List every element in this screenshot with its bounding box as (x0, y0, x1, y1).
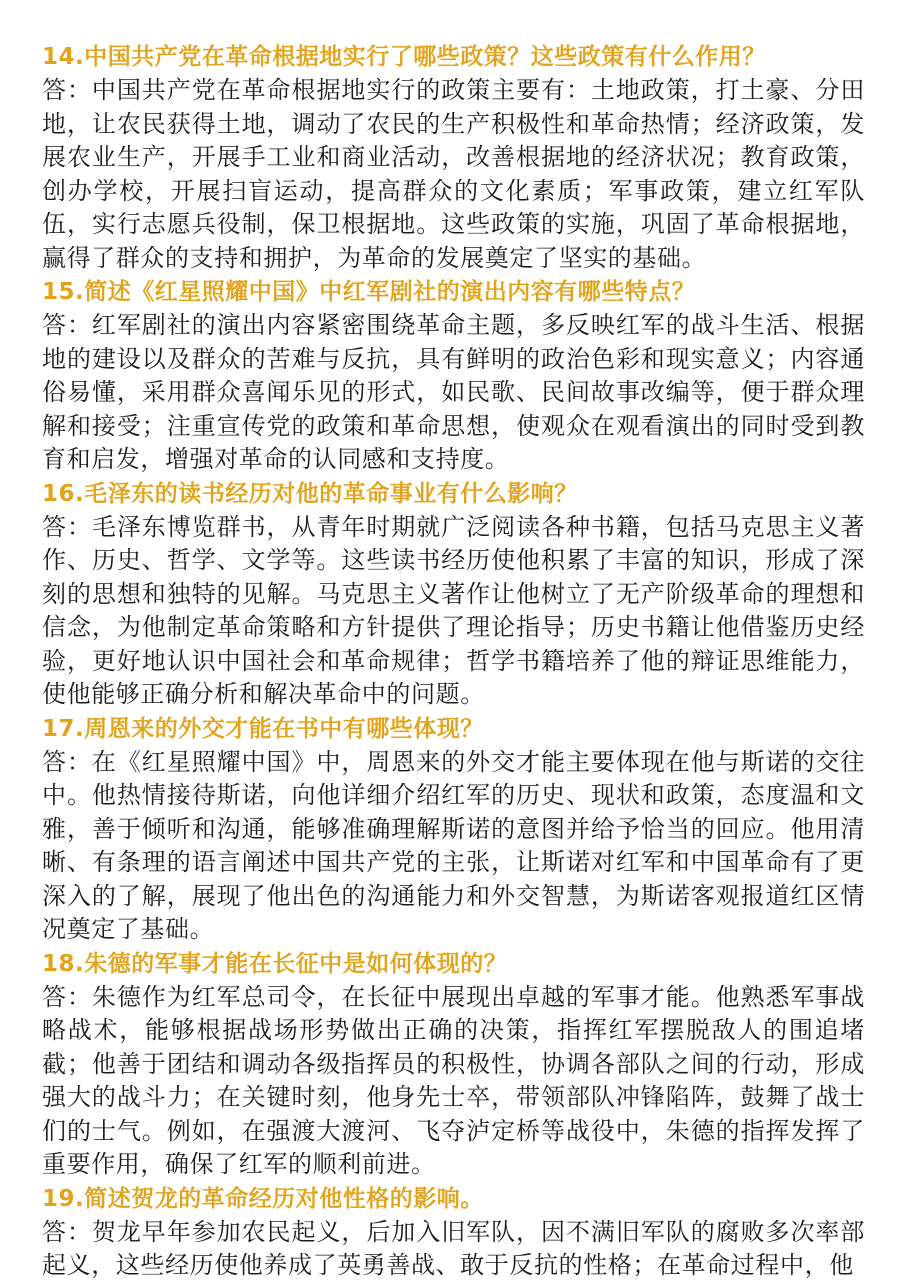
qa-item-19 (42, 1182, 865, 1283)
question-heading: 14.中国共产党在革命根据地实行了哪些政策？这些政策有什么作用？ (42, 44, 766, 70)
answer-paragraph: 答：朱德作为红军总司令，在长征中展现出卓越的军事才能。他熟悉军事战略战术，能够根据战场形势做出正确的决策，指挥红军摆脱敌人的围追堵截；他善于团结和调动各级指挥员的积极性，协调各部队之间的行动，形成强大的战斗力；在关键时刻，他身先士卒，带领部队冲锋陷阵，鼓舞了战士们的士气。例如，在强渡大渡河、飞夺泸定桥等战役中，朱德的指挥发挥了重要作用，确保了红军的顺利前进。 (42, 982, 865, 1178)
qa-item-16 (42, 477, 865, 712)
question-heading: 19.简述贺龙的革命经历对他性格的影响。 (42, 1185, 484, 1212)
answer-paragraph: 答：在《红星照耀中国》中，周恩来的外交才能主要体现在他与斯诺的交往中。他热情接待斯诺，向他详细介绍红军的历史、现状和政策，态度温和文雅，善于倾听和沟通，能够准确理解斯诺的意图并给予恰当的回应。他用清晰、有条理的语言阐述中国共产党的主张，让斯诺对红军和中国革命有了更深入的了解，展现了他出色的沟通能力和外交智慧，为斯诺客观报道红区情况奠定了基础。 (42, 747, 865, 943)
question-heading: 16.毛泽东的读书经历对他的革命事业有什么影响？ (42, 480, 578, 507)
qa-item-18 (42, 947, 865, 1182)
question-heading: 17.周恩来的外交才能在书中有哪些体现？ (42, 715, 484, 742)
answer-paragraph: 答：红军剧社的演出内容紧密围绕革命主题，多反映红军的战斗生活、根据地的建设以及群众的苦难与反抗，具有鲜明的政治色彩和现实意义；内容通俗易懂，采用群众喜闻乐见的形式，如民歌、民间故事改编等，便于群众理解和接受；注重宣传党的政策和革命思想，使观众在观看演出的同时受到教育和启发，增强对革命的认同感和支持度。 (42, 311, 865, 473)
question-heading: 15.简述《红星照耀中国》中红军剧社的演出内容有哪些特点？ (42, 279, 696, 305)
question-heading: 18.朱德的军事才能在长征中是如何体现的？ (42, 950, 508, 977)
qa-item-17 (42, 712, 865, 947)
qa-item-14 (42, 40, 865, 275)
answer-paragraph: 答：中国共产党在革命根据地实行的政策主要有：土地政策，打土豪、分田地，让农民获得土地，调动了农民的生产积极性和革命热情；经济政策，发展农业生产，开展手工业和商业活动，改善根据地的经济状况；教育政策，创办学校，开展扫盲运动，提高群众的文化素质；军事政策，建立红军队伍，实行志愿兵役制，保卫根据地。这些政策的实施，巩固了革命根据地，赢得了群众的支持和拥护，为革命的发展奠定了坚实的基础。 (42, 76, 865, 272)
answer-paragraph: 答：贺龙早年参加农民起义，后加入旧军队，因不满旧军队的腐败多次率部起义，这些经历使他养成了英勇善战、敢于反抗的性格；在革命过程中，他 (42, 1217, 865, 1279)
answer-paragraph: 答：毛泽东博览群书，从青年时期就广泛阅读各种书籍，包括马克思主义著作、历史、哲学、文学等。这些读书经历使他积累了丰富的知识，形成了深刻的思想和独特的见解。马克思主义著作让他树立了无产阶级革命的理想和信念，为他制定革命策略和方针提供了理论指导；历史书籍让他借鉴历史经验，更好地认识中国社会和革命规律；哲学书籍培养了他的辩证思维能力，使他能够正确分析和解决革命中的问题。 (42, 512, 865, 708)
qa-item-15 (42, 275, 865, 477)
